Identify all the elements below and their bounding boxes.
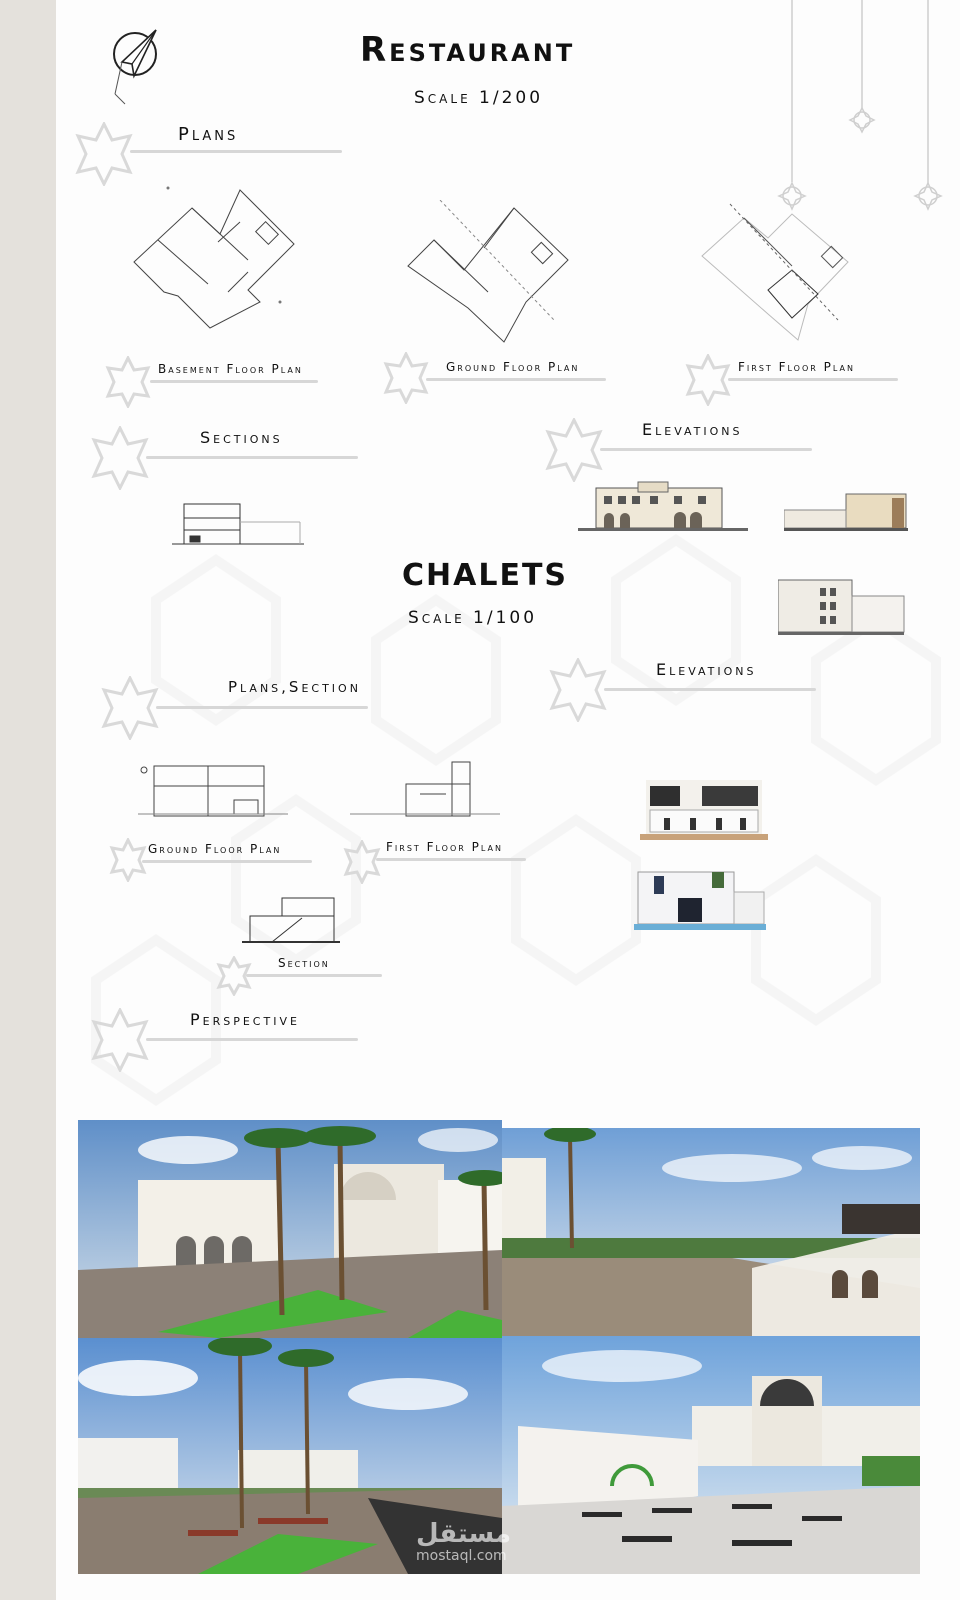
chalets-elevations-heading: Elevations: [656, 660, 757, 679]
chalet-first-floor-plan-label: First Floor Plan: [386, 840, 503, 854]
compass-icon: [110, 26, 170, 112]
label-rule: [426, 378, 606, 381]
perspective-render-4: [502, 1336, 920, 1574]
restaurant-title: Restaurant: [360, 30, 576, 70]
basement-floor-plan-label: Basement Floor Plan: [158, 362, 303, 376]
restaurant-sections-heading: Sections: [200, 428, 283, 447]
heading-rule: [604, 688, 816, 691]
chalet-ground-floor-plan-label: Ground Floor Plan: [148, 842, 282, 856]
label-rule: [150, 380, 318, 383]
ground-floor-plan-drawing: [404, 200, 580, 350]
label-rule: [246, 974, 382, 977]
heading-rule: [156, 706, 368, 709]
star-ornament-icon: [380, 352, 432, 404]
first-floor-plan-label: First Floor Plan: [738, 360, 855, 374]
heading-rule: [146, 1038, 358, 1041]
perspective-heading: Perspective: [190, 1010, 300, 1029]
heading-rule: [146, 456, 358, 459]
restaurant-plans-heading: Plans: [178, 124, 239, 145]
chalet-side-elevation: [634, 868, 766, 932]
first-floor-plan-drawing: [688, 200, 864, 350]
perspective-render-1: [78, 1120, 502, 1338]
chalets-scale: Scale 1/100: [408, 608, 538, 628]
star-ornament-icon: [340, 840, 384, 884]
watermark-latin: mostaql.com: [416, 1548, 507, 1564]
chalet-top-elevation: [778, 578, 906, 636]
star-ornament-icon: [546, 658, 610, 722]
chalet-section-label: Section: [278, 956, 330, 970]
ground-floor-plan-label: Ground Floor Plan: [446, 360, 580, 374]
label-rule: [142, 860, 312, 863]
watermark-arabic: مستقل: [416, 1519, 512, 1549]
star-ornament-icon: [88, 426, 152, 490]
star-ornament-icon: [102, 356, 154, 408]
restaurant-front-elevation: [578, 480, 748, 532]
label-rule: [376, 858, 526, 861]
chalets-plans-heading: Plans,Section: [228, 678, 361, 696]
chalet-ground-floor-plan-drawing: [138, 756, 290, 822]
star-ornament-icon: [88, 1008, 152, 1072]
chalet-section-drawing: [242, 892, 342, 950]
star-ornament-icon: [682, 354, 734, 406]
chalet-front-elevation: [640, 776, 768, 842]
restaurant-scale: Scale 1/200: [414, 88, 544, 108]
heading-rule: [130, 150, 342, 153]
chalet-first-floor-plan-drawing: [350, 758, 500, 822]
hanging-ornaments: [756, 0, 960, 220]
perspective-render-2: [502, 1128, 920, 1336]
star-ornament-icon: [542, 418, 606, 482]
restaurant-section-drawing: [172, 496, 306, 554]
label-rule: [728, 378, 898, 381]
heading-rule: [600, 448, 812, 451]
chalets-title: CHALETS: [402, 558, 569, 593]
restaurant-side-elevation: [784, 492, 910, 532]
presentation-sheet: [56, 0, 960, 1600]
mostaql-watermark: [416, 1520, 511, 1564]
star-ornament-icon: [98, 676, 162, 740]
basement-floor-plan-drawing: [128, 182, 304, 332]
restaurant-elevations-heading: Elevations: [642, 420, 743, 439]
star-ornament-icon: [72, 122, 136, 186]
